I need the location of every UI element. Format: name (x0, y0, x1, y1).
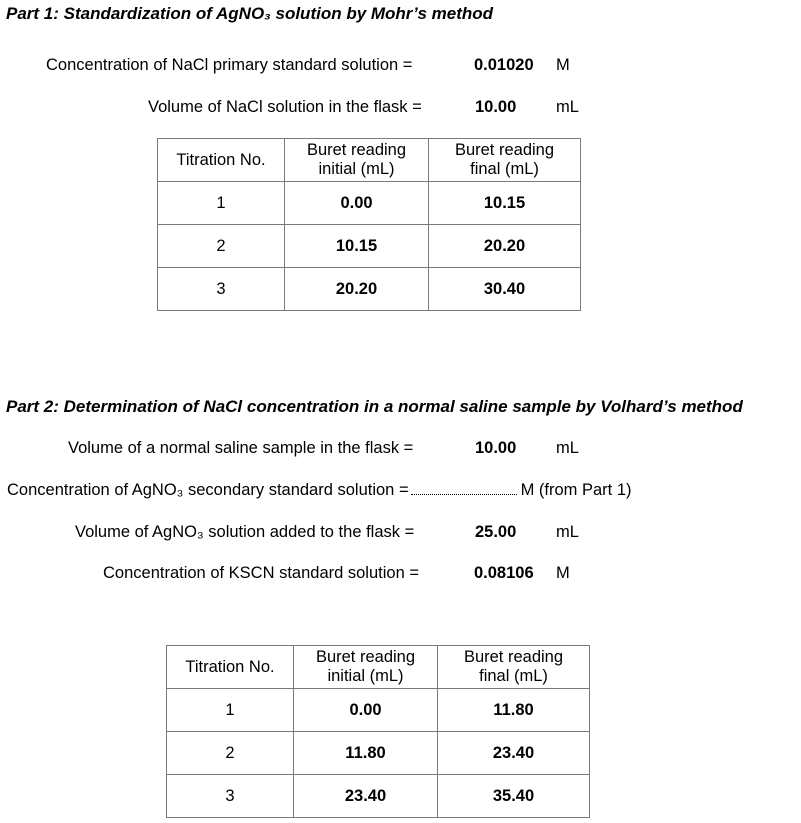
table-row (167, 689, 590, 732)
col-header-line: initial (mL) (318, 160, 395, 178)
initial-reading-cell: 20.20 (285, 268, 429, 311)
col-header-label: Titration No. (176, 150, 266, 169)
table-row (158, 182, 581, 225)
col-header-line: initial (mL) (327, 667, 404, 685)
agno3-vol-label: Volume of AgNO₃ solution added to the flask = (75, 523, 415, 541)
col-header-titration-no (167, 646, 294, 689)
col-header-initial (294, 646, 438, 689)
col-header-line: Buret reading (315, 648, 416, 666)
initial-reading-cell: 10.15 (285, 225, 429, 268)
part1-heading: Part 1: Standardization of AgNO₃ solution by Mohr’s method (6, 4, 494, 23)
col-header-titration-no (158, 139, 285, 182)
part2-titration-table (166, 645, 590, 818)
titration-no-cell: 2 (167, 732, 294, 775)
final-reading-cell: 35.40 (438, 775, 590, 818)
col-header-line: final (mL) (470, 160, 539, 178)
nacl-conc-label: Concentration of NaCl primary standard solution = (46, 56, 413, 74)
initial-reading-cell: 0.00 (285, 182, 429, 225)
titration-no-cell: 1 (167, 689, 294, 732)
table-row (158, 225, 581, 268)
col-header-label: Titration No. (185, 657, 275, 676)
titration-no-cell: 3 (167, 775, 294, 818)
table-row (167, 732, 590, 775)
initial-reading-cell: 0.00 (294, 689, 438, 732)
titration-no-cell: 3 (158, 268, 285, 311)
titration-no-cell: 2 (158, 225, 285, 268)
nacl-vol-value: 10.00 (475, 98, 517, 116)
saline-vol-unit: mL (556, 439, 579, 457)
table-row (167, 775, 590, 818)
kscn-conc-unit: M (556, 564, 570, 582)
final-reading-cell: 20.20 (429, 225, 581, 268)
agno3-conc-unit: M (from Part 1) (520, 481, 632, 499)
kscn-conc-value: 0.08106 (474, 564, 534, 582)
col-header-final (438, 646, 590, 689)
nacl-vol-unit: mL (556, 98, 579, 116)
agno3-vol-value: 25.00 (475, 523, 517, 541)
kscn-conc-label: Concentration of KSCN standard solution = (103, 564, 419, 582)
blank-fill-line (411, 482, 517, 495)
nacl-conc-unit: M (556, 56, 570, 74)
table-row (158, 268, 581, 311)
titration-no-cell: 1 (158, 182, 285, 225)
final-reading-cell: 23.40 (438, 732, 590, 775)
col-header-line: Buret reading (454, 141, 555, 159)
agno3-vol-unit: mL (556, 523, 579, 541)
col-header-line: final (mL) (479, 667, 548, 685)
nacl-vol-label: Volume of NaCl solution in the flask = (148, 98, 422, 116)
col-header-final (429, 139, 581, 182)
saline-vol-value: 10.00 (475, 439, 517, 457)
part1-titration-table (157, 138, 581, 311)
part2-heading: Part 2: Determination of NaCl concentration in a normal saline sample by Volhard’s method (6, 397, 743, 416)
initial-reading-cell: 11.80 (294, 732, 438, 775)
nacl-conc-value: 0.01020 (474, 56, 534, 74)
final-reading-cell: 30.40 (429, 268, 581, 311)
agno3-conc-label: Concentration of AgNO₃ secondary standard solution = (7, 481, 409, 499)
col-header-line: Buret reading (306, 141, 407, 159)
final-reading-cell: 11.80 (438, 689, 590, 732)
initial-reading-cell: 23.40 (294, 775, 438, 818)
col-header-initial (285, 139, 429, 182)
saline-vol-label: Volume of a normal saline sample in the flask = (68, 439, 414, 457)
agno3-conc-row (7, 481, 632, 500)
final-reading-cell: 10.15 (429, 182, 581, 225)
col-header-line: Buret reading (463, 648, 564, 666)
